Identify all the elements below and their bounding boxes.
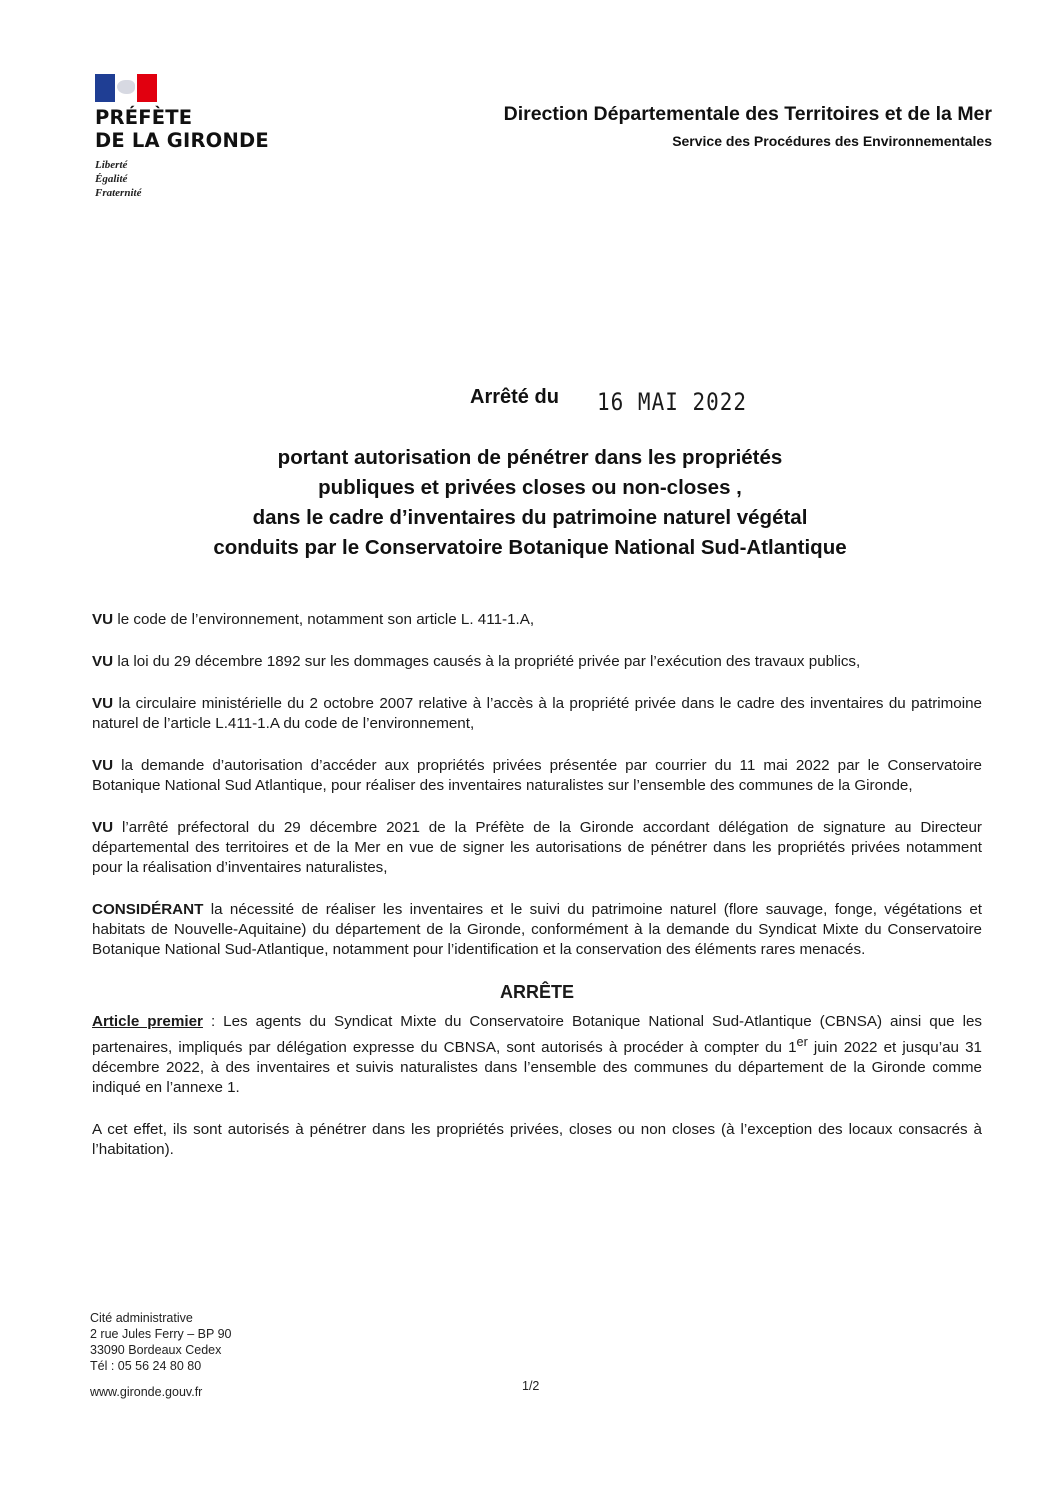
subtitle-line: portant autorisation de pénétrer dans les propriétés xyxy=(277,446,783,469)
footer-line: 33090 Bordeaux Cedex xyxy=(90,1343,222,1357)
prefecture-logo xyxy=(95,74,315,200)
motto-fraternite: Fraternité xyxy=(95,187,142,199)
logo-title-line2: DE LA GIRONDE xyxy=(95,129,269,152)
article-paragraph-2: A cet effet, ils sont autorisés à pénétrer dans les propriétés privées, closes ou non closes (à l’exception des locaux consacrés à l’habitation). xyxy=(92,1121,982,1159)
considerant-lead: CONSIDÉRANT xyxy=(92,901,204,918)
visa-text: le code de l’environnement, notamment son article L. 411-1.A, xyxy=(113,611,535,628)
arrete-subtitle xyxy=(150,443,910,563)
logo-title xyxy=(95,106,315,152)
visa-lead: VU xyxy=(92,819,114,836)
page-number: 1/2 xyxy=(522,1379,540,1393)
footer-line: 2 rue Jules Ferry – BP 90 xyxy=(90,1327,232,1341)
marianne-flag-icon xyxy=(95,74,157,102)
subtitle-line: conduits par le Conservatoire Botanique National Sud-Atlantique xyxy=(213,536,847,559)
visa-text: l’arrêté préfectoral du 29 décembre 2021 de la Préfète de la Gironde accordant délégation de signature au Directeur départemental des territoires et de la Mer en vue de signer les autorisations de pénétrer dans les propriétés privées notamment pour la réalisation d’inventaires naturalistes, xyxy=(92,819,982,876)
motto-liberte: Liberté xyxy=(95,159,128,171)
visa-lead: VU xyxy=(92,757,114,774)
visa-paragraph xyxy=(92,652,982,672)
visa-paragraph xyxy=(92,756,982,796)
visa-lead: VU xyxy=(92,653,114,670)
date-stamp: 16 MAI 2022 xyxy=(597,388,748,416)
article-text-end: juin 2022 et jusqu’au 31 décembre 2022, à des inventaires et suivis naturalistes dans l’ensemble des communes du département de la Gironde comme indiqué en l’annexe 1. xyxy=(92,1039,982,1097)
considerant-text: la nécessité de réaliser les inventaires et le suivi du patrimoine naturel (flore sauvage, fonge, végétations et habitats de Nouvelle-Aquitaine) du département de la Gironde, conformément à la demande du Syndicat Mixte du Conservatoire Botanique National Sud-Atlantique, notamment pour l’identification et la conservation des éléments rares menacés. xyxy=(92,901,982,958)
motto xyxy=(95,158,315,200)
visa-lead: VU xyxy=(92,695,114,712)
footer-address xyxy=(90,1310,232,1400)
document-body xyxy=(92,610,982,1182)
logo-title-line1: PRÉFÈTE xyxy=(95,106,193,129)
subtitle-line: dans le cadre d’inventaires du patrimoine naturel végétal xyxy=(252,506,808,529)
visa-paragraph xyxy=(92,818,982,878)
visa-paragraph xyxy=(92,694,982,734)
service-heading: Service des Procédures des Environnementales xyxy=(672,133,992,149)
article-sup: er xyxy=(796,1035,808,1049)
direction-heading: Direction Départementale des Territoires et de la Mer xyxy=(503,103,992,125)
visa-text: la circulaire ministérielle du 2 octobre 2007 relative à l’accès à la propriété privée dans le cadre des inventaires du patrimoine naturel de l’article L.411-1.A du code de l’environnement, xyxy=(92,695,982,732)
footer-line: Tél : 05 56 24 80 80 xyxy=(90,1359,202,1373)
article-label: Article premier xyxy=(92,1013,203,1030)
article-premier xyxy=(92,1012,982,1098)
visa-lead: VU xyxy=(92,611,114,628)
arrete-du-label: Arrêté du xyxy=(470,386,559,408)
visa-text: la demande d’autorisation d’accéder aux propriétés privées présentée par courrier du 11 mai 2022 par le Conservatoire Botanique National Sud Atlantique, pour réaliser des inventaires naturalistes sur l’ensemble des communes de la Gironde, xyxy=(92,757,982,794)
visa-text: la loi du 29 décembre 1892 sur les dommages causés à la propriété privée par l’exécution des travaux publics, xyxy=(113,653,861,670)
subtitle-line: publiques et privées closes ou non-closes , xyxy=(318,476,742,499)
article-text: : Les agents du Syndicat Mixte du Conservatoire Botanique National Sud-Atlantique (CBNSA) ainsi que les partenaires, impliqués par délégation expresse du CBNSA, sont autorisés à procéder à compter du 1 xyxy=(92,1013,983,1057)
footer-website: www.gironde.gouv.fr xyxy=(90,1385,203,1399)
visa-paragraph xyxy=(92,610,982,630)
arrete-heading: ARRÊTE xyxy=(499,982,574,1002)
footer-line: Cité administrative xyxy=(90,1311,193,1325)
motto-egalite: Égalité xyxy=(95,173,128,185)
considerant-paragraph xyxy=(92,900,982,960)
